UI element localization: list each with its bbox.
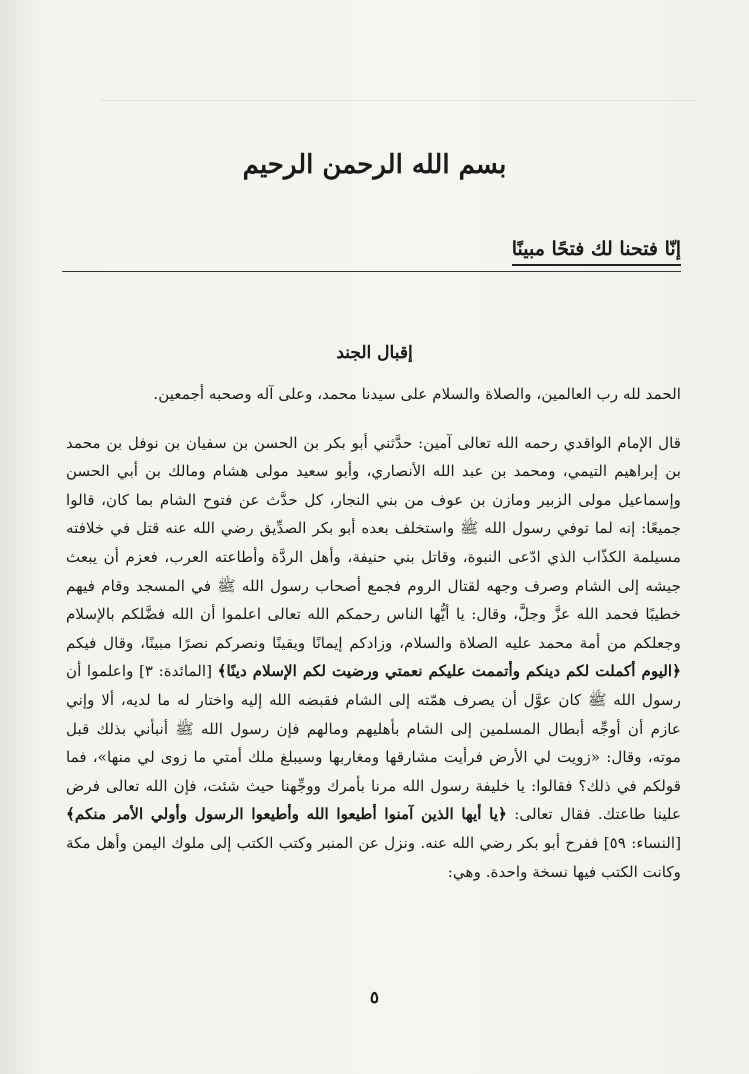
main-text: قال الإمام الواقدي رحمه الله تعالى آمين: حدَّثني أبو بكر بن الحسن بن سفيان بن نوفل بن محمد بن إبراهيم التيمي، ومحمد بن عبد الله الأنصاري، وأبو سعيد مولى هشام ومالك بن أبي الحسن وإسماعيل مولى الزبير ومازن بن عوف من بني النجار، كل حدَّث عن فتوح الشام بما كان، قالوا جميعًا: إنه لما توفي رسول الله ﷺ واستخلف بعده أبو بكر الصدِّيق رضي الله عنه قتل في خلافته مسيلمة الكذّاب الذي ادّعى النبوة، وقاتل بني حنيفة، وأهل الردَّة وأطاعته العرب، فعزم أن يبعث جيشه إلى الشام وصرف وجهه لقتال الروم فجمع أصحاب رسول الله ﷺ في المسجد وقام فيهم خطيبًا فحمد الله عزَّ وجلَّ، وقال: يا أيُّها الناس رحمكم الله تعالى اعلموا أن الله فضَّلكم بالإسلام وجعلكم من أمة محمد عليه الصلاة والسلام، وزادكم إيمانًا ويقينًا ونصركم نصرًا مبينًا، وقال فيكم [66, 433, 681, 652]
main-text-closing: [النساء: ٥٩] ففرح أبو بكر رضي الله عنه. ونزل عن المنبر وكتب الكتب إلى ملوك اليمن وأهل مكة وكانت الكتب فيها نسخة واحدة. وهي: [66, 833, 681, 881]
bleed-through-rule [100, 100, 697, 101]
quran-verse-nisa: ﴿يا أيها الذين آمنوا أطيعوا الله وأطيعوا الرسول وأولي الأمر منكم﴾ [66, 805, 507, 824]
basmala-heading: بسم الله الرحمن الرحيم [242, 150, 507, 180]
page-number: ٥ [369, 988, 380, 1008]
main-text-continued: [المائدة: ٣] واعلموا أن رسول الله ﷺ كان عوَّل أن يصرف همّته إلى الشام فقبضه الله إليه واختار له ما لديه، ألا وإني عازم أن أوجِّه أبطال المسلمين إلى الشام بأهليهم ومالهم فإن رسول الله ﷺ أنبأني بذلك قبل موته، وقال: «زويت لي الأرض فرأيت مشارقها ومغاربها وسيبلغ ملك أمتي ما زوى لي منها»، فما قولكم في ذلك؟ فقالوا: يا خليفة رسول الله مرنا بأمرك ووجِّهنا حيث شئت، فإن الله تعالى فرض علينا طاعتك. فقال تعالى: [66, 662, 682, 824]
body-text [66, 380, 681, 886]
subtitle-divider [62, 271, 681, 272]
quran-verse-maidah: ﴿اليوم أكملت لكم دينكم وأتممت عليكم نعمتي ورضيت لكم الإسلام دينًا﴾ [217, 662, 682, 681]
paragraph-main [66, 429, 681, 887]
section-title: إقبال الجند [336, 343, 413, 363]
paragraph-opening: الحمد لله رب العالمين، والصلاة والسلام على سيدنا محمد، وعلى آله وصحبه أجمعين. [153, 385, 681, 403]
subtitle-heading: إنّا فتحنا لك فتحًا مبينًا [512, 238, 681, 266]
